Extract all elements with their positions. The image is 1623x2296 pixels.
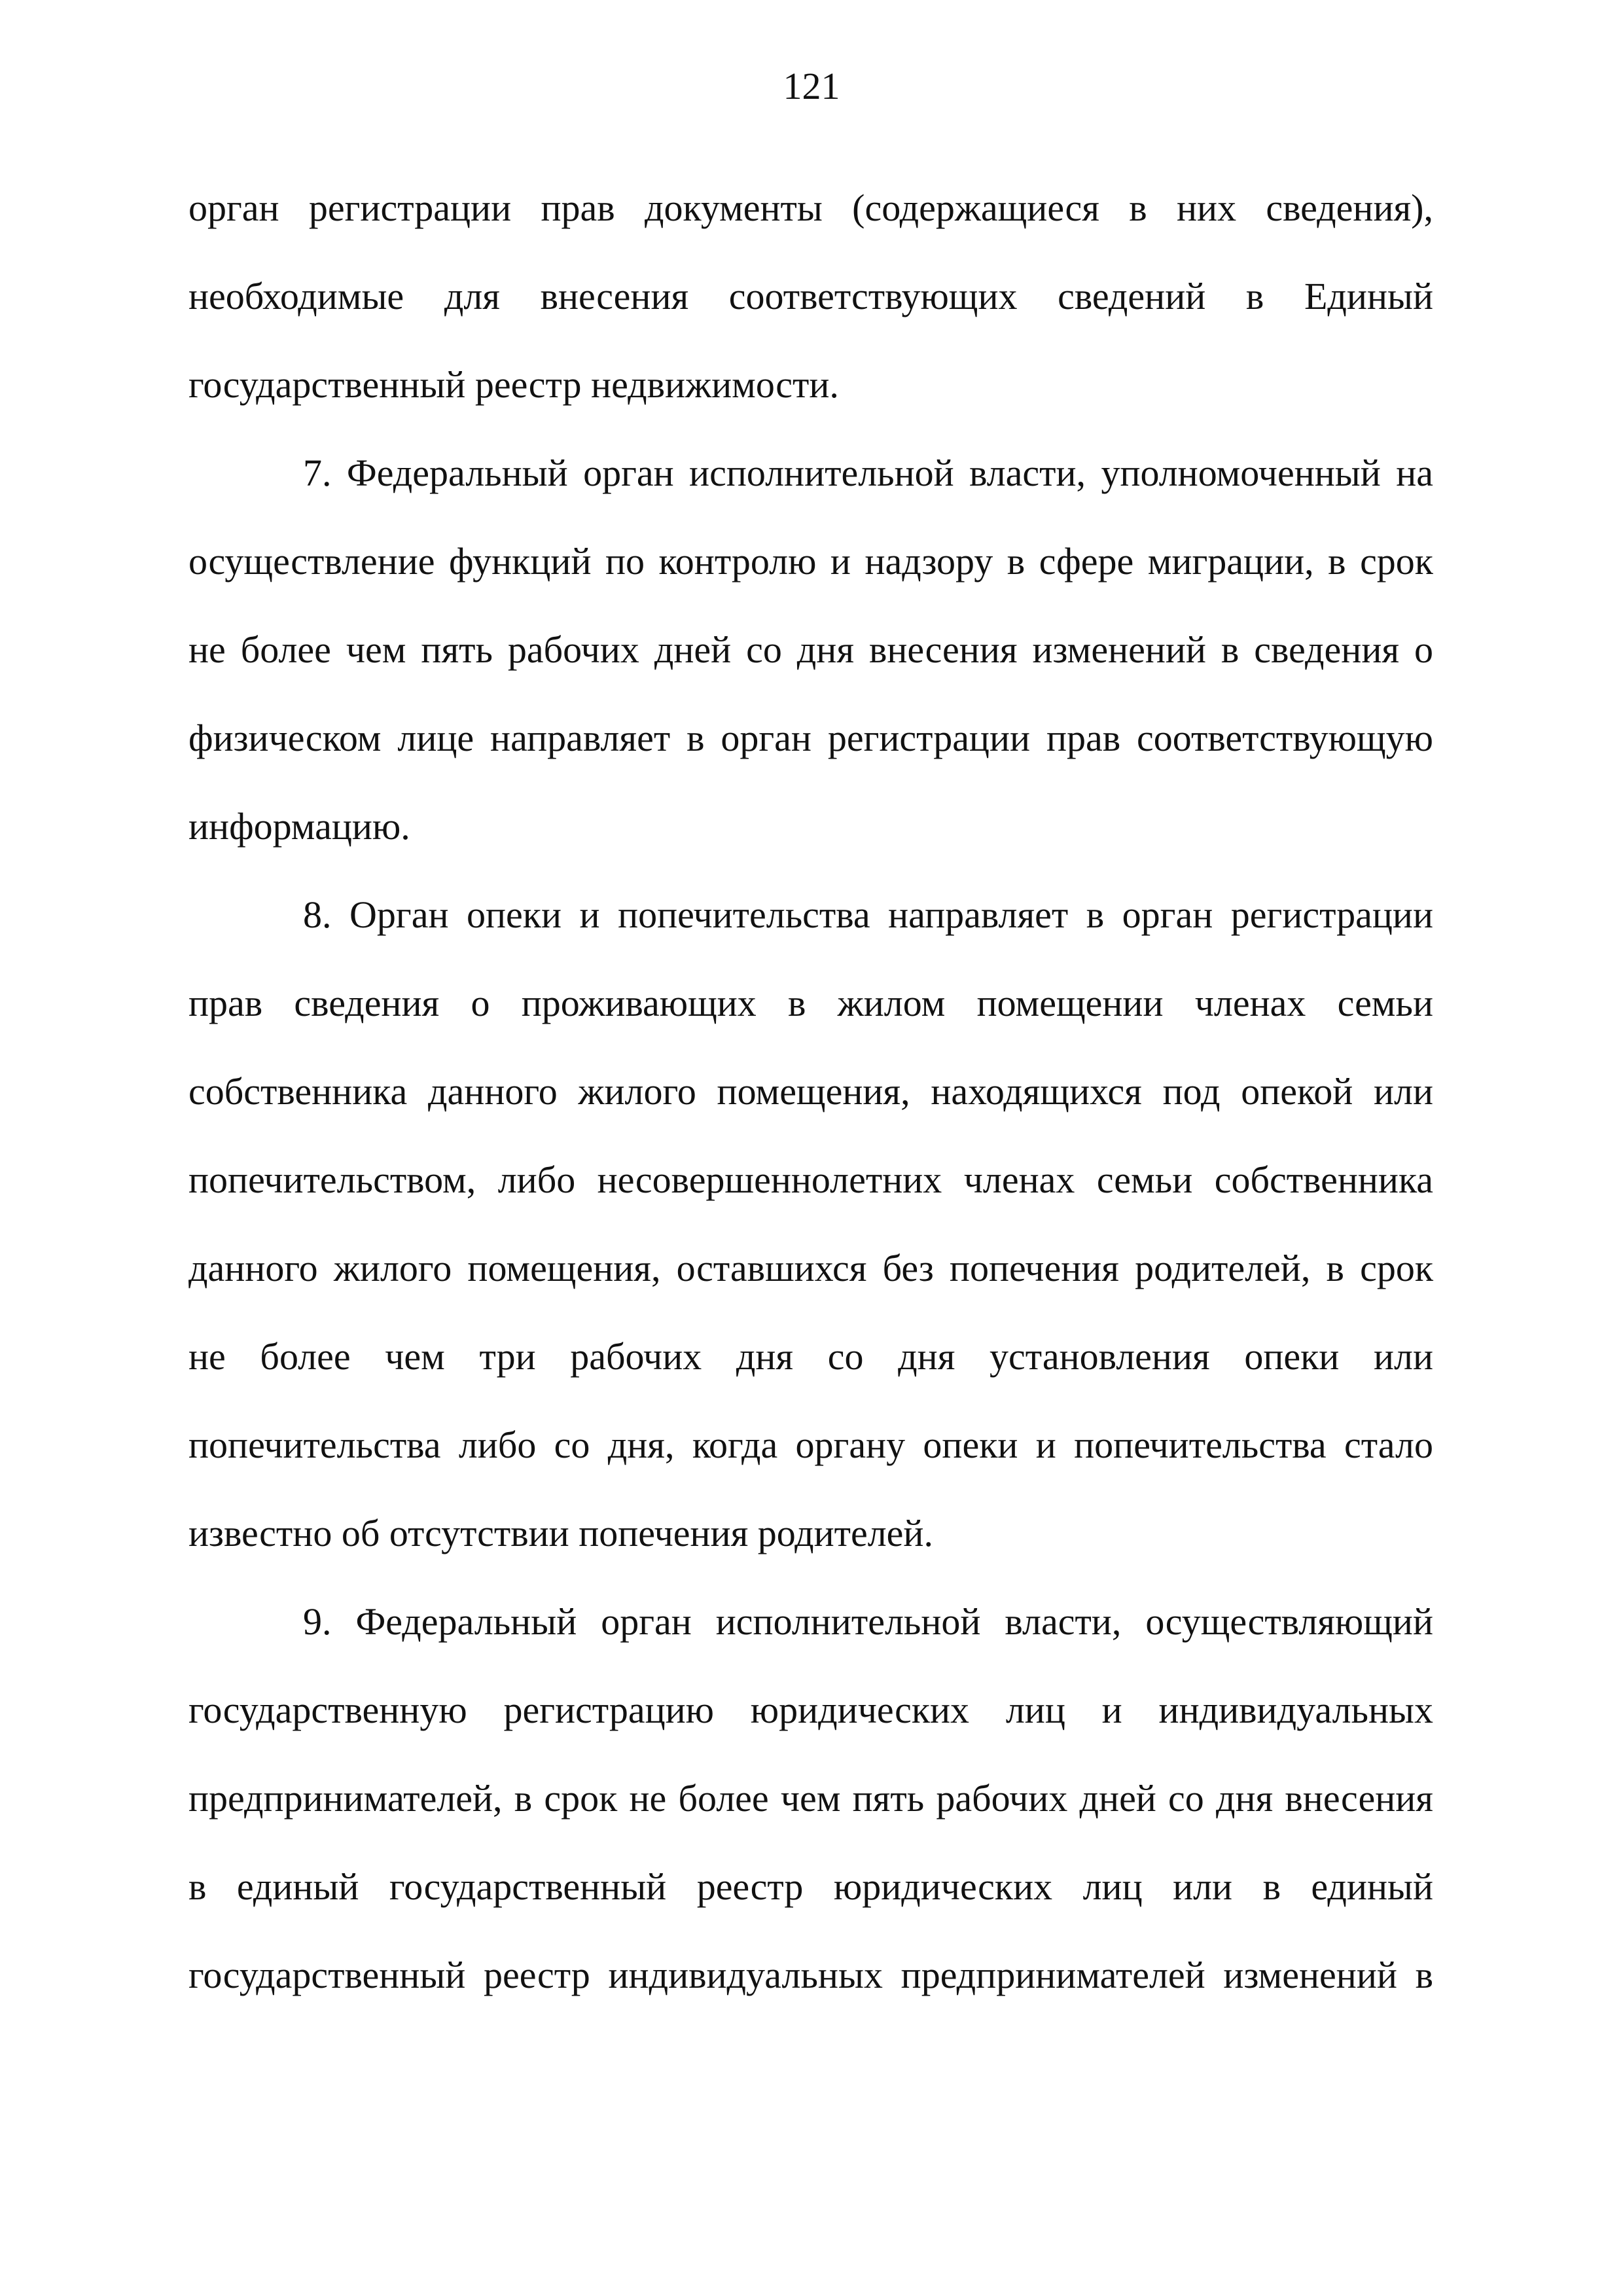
text-line: прав сведения о проживающих в жилом помещении членах семьи [188,982,1433,1024]
text-line: не более чем пять рабочих дней со дня внесения изменений в сведения о [188,628,1433,671]
text-line: необходимые для внесения соответствующих сведений в Единый [188,275,1433,317]
text-line: не более чем три рабочих дня со дня установления опеки или [188,1335,1433,1378]
text-line: попечительством, либо несовершеннолетних членах семьи собственника [188,1158,1433,1201]
text-line: попечительства либо со дня, когда органу опеки и попечительства стало [188,1424,1433,1466]
text-line: в единый государственный реестр юридических лиц или в единый [188,1865,1433,1908]
text-line: известно об отсутствии попечения родителей. [188,1512,933,1554]
text-line: государственную регистрацию юридических лиц и индивидуальных [188,1689,1433,1731]
paragraph-9-start: 9. Федеральный орган исполнительной власти, осуществляющий [303,1600,1433,1643]
text-line: информацию. [188,805,410,848]
text-line: данного жилого помещения, оставшихся без попечения родителей, в срок [188,1247,1433,1289]
text-line: физическом лице направляет в орган регистрации прав соответствующую [188,717,1433,759]
text-line: осуществление функций по контролю и надзору в сфере миграции, в срок [188,540,1433,583]
text-line: собственника данного жилого помещения, находящихся под опекой или [188,1070,1433,1113]
paragraph-7-start: 7. Федеральный орган исполнительной власти, уполномоченный на [303,452,1433,494]
text-line: государственный реестр недвижимости. [188,363,839,406]
text-line: орган регистрации прав документы (содержащиеся в них сведения), [188,187,1433,229]
body-text [188,164,1433,2019]
text-line: предпринимателей, в срок не более чем пять рабочих дней со дня внесения [188,1777,1433,1820]
paragraph-8-start: 8. Орган опеки и попечительства направляет в орган регистрации [303,893,1433,936]
text-line: государственный реестр индивидуальных предпринимателей изменений в [188,1954,1433,1996]
page-number: 121 [783,65,840,107]
